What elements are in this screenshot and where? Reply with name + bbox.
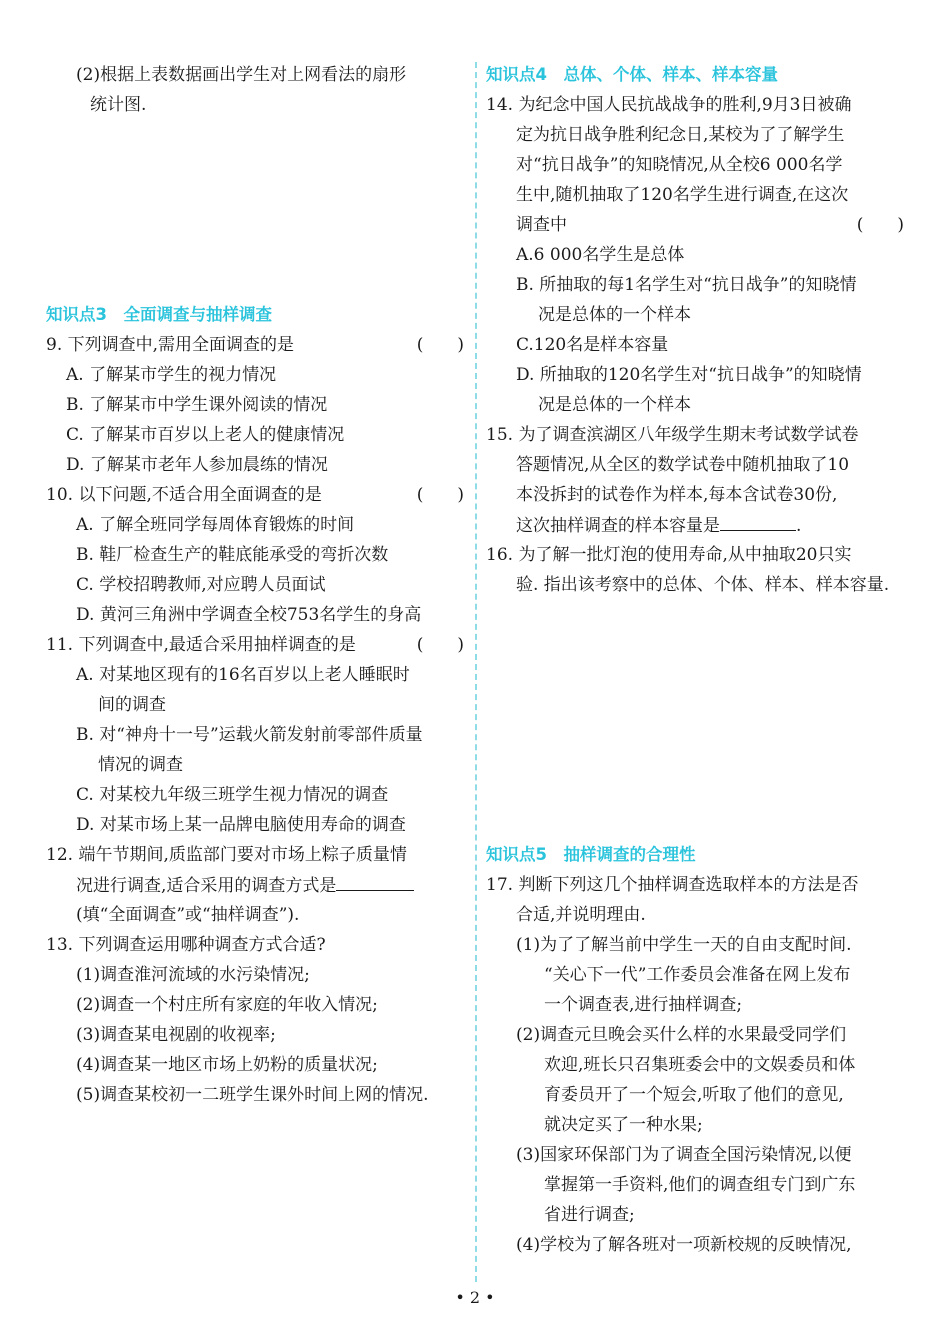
question-16-line2: 验. 指出该考察中的总体、个体、样本、样本容量. [516, 575, 890, 595]
q17-item-4: (4)学校为了解各班对一项新校规的反映情况, [516, 1235, 852, 1255]
q13-part2-line2: 统计图. [90, 95, 147, 115]
question-12-line3: (填“全面调查”或“抽样调查”). [76, 905, 300, 925]
q9-option-c: C. 了解某市百岁以上老人的健康情况 [66, 425, 345, 445]
question-12-line1: 12. 端午节期间,质监部门要对市场上粽子质量情 [46, 845, 407, 865]
q11-option-c: C. 对某校九年级三班学生视力情况的调查 [76, 785, 389, 805]
question-17-line1: 17. 判断下列这几个抽样调查选取样本的方法是否 [486, 875, 859, 895]
page-number: • 2 • [455, 1288, 495, 1307]
question-14-line4: 生中,随机抽取了120名学生进行调查,在这次 [516, 185, 849, 205]
q17-item-1-cont: 一个调查表,进行抽样调查; [544, 995, 743, 1015]
q11-option-b: B. 对“神舟十一号”运载火箭发射前零部件质量 [76, 725, 423, 745]
q17-item-1: (1)为了了解当前中学生一天的自由支配时间. [516, 935, 852, 955]
q17-item-2: (2)调查元旦晚会买什么样的水果最受同学们 [516, 1025, 847, 1045]
q10-option-b: B. 鞋厂检查生产的鞋底能承受的弯折次数 [76, 545, 389, 565]
q13-item-3: (3)调查某电视剧的收视率; [76, 1025, 276, 1045]
q9-option-a: A. 了解某市学生的视力情况 [66, 365, 277, 385]
question-14-line2: 定为抗日战争胜利纪念日,某校为了了解学生 [516, 125, 845, 145]
q17-item-3: (3)国家环保部门为了调查全国污染情况,以便 [516, 1145, 852, 1165]
answer-space [46, 120, 466, 300]
question-13: 13. 下列调查运用哪种调查方式合适? [46, 935, 326, 955]
q14-option-d-cont: 况是总体的一个样本 [538, 395, 691, 415]
question-14-line1: 14. 为纪念中国人民抗战战争的胜利,9月3日被确 [486, 95, 852, 115]
q11-option-a-cont: 间的调查 [98, 695, 166, 715]
section-heading-4: 知识点4 总体、个体、样本、样本容量 [486, 65, 778, 84]
question-9: 9. 下列调查中,需用全面调查的是 ( ) [46, 335, 464, 355]
question-14-line3: 对“抗日战争”的知晓情况,从全校6 000名学 [516, 155, 843, 175]
question-15-line4: 这次抽样调查的样本容量是 . [486, 510, 906, 540]
q14-option-c: C.120名是样本容量 [516, 335, 669, 355]
q10-option-d: D. 黄河三角洲中学调查全校753名学生的身高 [76, 605, 422, 625]
answer-blank[interactable] [720, 510, 796, 531]
question-15-line1: 15. 为了调查滨湖区八年级学生期末考试数学试卷 [486, 425, 859, 445]
q13-item-1: (1)调查淮河流域的水污染情况; [76, 965, 310, 985]
q17-item-2-cont: 育委员开了一个短会,听取了他们的意见, [544, 1085, 844, 1105]
question-15-line3: 本没拆封的试卷作为样本,每本含试卷30份, [516, 485, 838, 505]
q14-option-b: B. 所抽取的每1名学生对“抗日战争”的知晓情 [516, 275, 857, 295]
q17-item-2-cont: 就决定买了一种水果; [544, 1115, 703, 1135]
answer-space [486, 600, 906, 840]
question-10: 10. 以下问题,不适合用全面调查的是 ( ) [46, 485, 464, 505]
question-17-line2: 合适,并说明理由. [516, 905, 646, 925]
right-column [486, 58, 906, 1260]
section-heading-5: 知识点5 抽样调查的合理性 [486, 845, 696, 864]
q10-option-c: C. 学校招聘教师,对应聘人员面试 [76, 575, 326, 595]
section-heading-3: 知识点3 全面调查与抽样调查 [46, 305, 272, 324]
q13-item-4: (4)调查某一地区市场上奶粉的质量状况; [76, 1055, 378, 1075]
q14-option-a: A.6 000名学生是总体 [516, 245, 685, 265]
q17-item-3-cont: 省进行调查; [544, 1205, 635, 1225]
q9-option-b: B. 了解某市中学生课外阅读的情况 [66, 395, 328, 415]
q17-item-1-cont: “关心下一代”工作委员会准备在网上发布 [544, 965, 851, 985]
answer-blank[interactable] [336, 870, 414, 891]
q13-part2-line1: (2)根据上表数据画出学生对上网看法的扇形 [76, 65, 407, 85]
q17-item-3-cont: 掌握第一手资料,他们的调查组专门到广东 [544, 1175, 856, 1195]
q14-option-b-cont: 况是总体的一个样本 [538, 305, 691, 325]
q11-option-a: A. 对某地区现有的16名百岁以上老人睡眠时 [76, 665, 410, 685]
q13-item-5: (5)调查某校初一二班学生课外时间上网的情况. [76, 1085, 429, 1105]
q11-option-b-cont: 情况的调查 [98, 755, 183, 775]
q14-option-d: D. 所抽取的120名学生对“抗日战争”的知晓情 [516, 365, 862, 385]
question-11: 11. 下列调查中,最适合采用抽样调查的是 ( ) [46, 635, 464, 655]
column-divider [475, 62, 477, 1282]
q11-option-d: D. 对某市场上某一品牌电脑使用寿命的调查 [76, 815, 406, 835]
q10-option-a: A. 了解全班同学每周体育锻炼的时间 [76, 515, 355, 535]
left-column [46, 58, 466, 1110]
q17-item-2-cont: 欢迎,班长只召集班委会中的文娱委员和体 [544, 1055, 856, 1075]
question-12-line2: 况进行调查,适合采用的调查方式是 [46, 870, 466, 900]
question-16-line1: 16. 为了解一批灯泡的使用寿命,从中抽取20只实 [486, 545, 852, 565]
question-15-line2: 答题情况,从全区的数学试卷中随机抽取了10 [516, 455, 850, 475]
q9-option-d: D. 了解某市老年人参加晨练的情况 [66, 455, 328, 475]
q13-item-2: (2)调查一个村庄所有家庭的年收入情况; [76, 995, 378, 1015]
question-14-line5: 调查中 ( ) [516, 215, 904, 235]
